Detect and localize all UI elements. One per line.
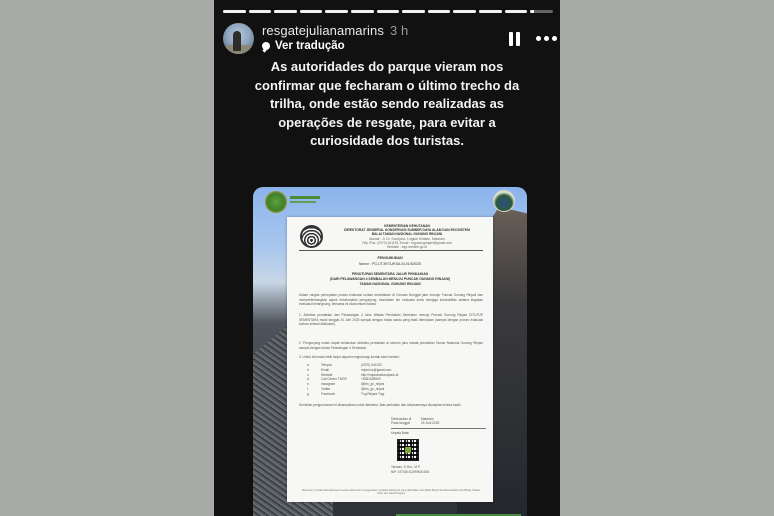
story-progress-segment — [453, 10, 476, 13]
progress-fill — [300, 10, 323, 13]
more-dot-icon — [552, 36, 557, 41]
contact-label: Email — [321, 367, 329, 372]
letterhead-divider — [299, 250, 483, 251]
contact-key: c. — [307, 372, 310, 377]
progress-fill — [274, 10, 297, 13]
contact-key: f. — [307, 386, 309, 391]
progress-fill — [325, 10, 348, 13]
progress-fill — [453, 10, 476, 13]
avatar-person — [233, 31, 241, 51]
story-progress-segment — [249, 10, 272, 13]
announcement-document — [287, 217, 493, 502]
username-label[interactable] — [262, 23, 408, 38]
contact-label: Instagram — [321, 382, 336, 387]
letterhead-line: KEMENTERIAN KEHUTANAN — [384, 224, 430, 228]
post-time: 3 h — [389, 23, 409, 38]
document-subject: TAMAN NASIONAL GUNUNG RINJANI — [359, 282, 421, 286]
signature-divider — [391, 428, 486, 429]
contact-value: @btn_gn_rinjani — [361, 386, 385, 391]
more-options-button[interactable] — [536, 36, 557, 41]
progress-fill — [530, 10, 533, 13]
e-signature-footnote: Dokumen ini telah ditandatangani secara elektronik menggunakan sertifikat elektronik yang diterbitkan oleh Balai Besar Sertifikasi Elektronik (BSrE), Badan Siber dan Sandi Negara — [301, 489, 481, 496]
letterhead-line: DIREKTORAT JENDERAL KONSERVASI SUMBER DAYA ALAM DAN EKOSISTEM — [344, 228, 470, 233]
story-progress-segment — [351, 10, 374, 13]
contact-value: (0370) 641193 — [361, 363, 382, 367]
progress-fill — [351, 10, 374, 13]
contact-list — [307, 363, 477, 397]
signature-block — [391, 417, 486, 474]
contact-value: http://rinjaninationalpark.id — [361, 372, 399, 377]
see-translation-label: Ver tradução — [275, 40, 345, 52]
story-photo — [253, 187, 527, 516]
progress-fill — [428, 10, 451, 13]
contact-label: Facebook — [321, 391, 335, 396]
document-number: Nomor : PG.1/T.39/TU/KSA.04.01/6/2025 — [358, 262, 421, 266]
contact-key: a. — [307, 363, 310, 367]
issued-at-value: Mataram — [421, 417, 434, 421]
document-subject: PENUTUPAN SEMENTARA JALUR PENDAKIAN — [351, 272, 429, 276]
story-progress-segment — [428, 10, 451, 13]
letterhead-line: BALAI TAMAN NASIONAL GUNUNG RINJANI — [371, 232, 443, 237]
document-point: 2. Pengunjung masih dapat melakukan aktivitas pendakian di seluruh jalur wisata pendakian Taman Nasional Gunung Rinjani sampai dengan lokasi Pelawangan 4 Sembalun. — [299, 341, 483, 350]
document-point: 1. Aktivitas pendakian dari Pelawangan 4 Jalur Wisata Pendakian Sembalun menuju Puncak Gunung Rinjani DITUTUP SEMENTARA mulai tanggal 24 Juni 2025 sampai dengan batas waktu yang tidak ditentukan (sampai dengan proses evakuasi korban selesai dilakukan). — [299, 313, 483, 327]
document-point: 3. Untuk informasi lebih lanjut dapat menghubungi kontak kami melalui: — [299, 355, 400, 359]
issued-date-label: Pada tanggal — [391, 421, 410, 426]
story-progress-segment — [223, 10, 246, 13]
contact-row — [307, 392, 477, 397]
story-header — [223, 23, 553, 55]
issued-at-label: Dikeluarkan di — [391, 417, 412, 421]
contact-label: Twitter — [321, 386, 331, 391]
more-dot-icon — [544, 36, 549, 41]
pause-button[interactable] — [509, 32, 520, 46]
signer-nip: NIP. 197300111999031006 — [391, 469, 430, 474]
national-park-logo-icon — [493, 190, 515, 212]
document-letterhead — [327, 224, 487, 249]
signer-name: Yarman, S.Hut., M.P. — [391, 465, 421, 470]
story-progress-segment — [300, 10, 323, 13]
story-progress-segment — [274, 10, 297, 13]
progress-fill — [505, 10, 528, 13]
contact-label: Call Center TNGR — [321, 377, 347, 382]
contact-label: Website — [321, 372, 333, 377]
contact-key: d. — [307, 377, 310, 382]
story-progress-segment — [530, 10, 553, 13]
story-caption: As autoridades do parque vieram nos confirmar que fecharam o último trecho da trilha, onde estão sendo realizadas as operações de resgate, para evitar a curiosidade dos turistas. — [254, 59, 520, 149]
see-translation-button[interactable] — [262, 40, 345, 52]
qr-code-icon — [397, 439, 419, 461]
story-progress-segment — [377, 10, 400, 13]
letterhead-line: Telp./Fax. (0370) 641193, Email : tngunungrinjani@gmail.com — [361, 240, 453, 245]
story-viewer[interactable] — [214, 0, 560, 516]
translate-bubble-icon — [262, 42, 270, 50]
contact-key: e. — [307, 382, 310, 387]
pause-icon-bar-left — [509, 32, 513, 46]
story-progress-segment — [325, 10, 348, 13]
letterhead-line: Alamat : Jl. Dr. Soedjono, Lingkar Selatan, Mataram — [369, 236, 445, 241]
contact-value: Tng Rinjani Tngr — [361, 391, 385, 396]
document-emblem-icon — [300, 225, 323, 248]
contact-label: Telepon — [321, 363, 333, 367]
progress-fill — [377, 10, 400, 13]
issued-date-value: 24 Juni 2025 — [421, 421, 440, 426]
story-progress-bar — [223, 10, 553, 13]
progress-fill — [223, 10, 246, 13]
username[interactable]: resgatejulianamarins — [262, 23, 384, 38]
contact-value: rinjani.cs@gmail.com — [361, 367, 392, 372]
pause-icon-bar-right — [516, 32, 520, 46]
letterhead-line: Website : tngr.menlhk.go.id — [387, 245, 427, 250]
document-title: PENGUMUMAN — [377, 256, 403, 260]
more-dot-icon — [536, 36, 541, 41]
progress-fill — [402, 10, 425, 13]
ministry-logo-subtext — [290, 201, 316, 203]
progress-fill — [249, 10, 272, 13]
contact-value: @btn_gn_rinjani — [361, 382, 385, 387]
ministry-logo-text — [290, 196, 320, 199]
contact-key: b. — [307, 367, 310, 372]
document-closing: Demikian pengumuman ini disampaikan untuk diketahui. Atas perhatian dan kerjasamanya diucapkan terima kasih. — [299, 403, 462, 407]
story-progress-segment — [402, 10, 425, 13]
ministry-logo-icon — [265, 191, 287, 213]
signer-role: Kepala Balai — [391, 430, 409, 435]
contact-key: g. — [307, 391, 310, 396]
avatar[interactable] — [223, 23, 254, 54]
contact-value: +6281528509 — [361, 377, 381, 382]
story-progress-segment — [479, 10, 502, 13]
story-progress-segment — [505, 10, 528, 13]
progress-fill — [479, 10, 502, 13]
document-subject: (DARI PELAWANGAN 4 SEMBALUN MENUJU PUNCAK GUNUNG RINJANI) — [330, 277, 450, 281]
document-intro: Dalam rangka percepatan proses evakuasi korban kecelakaan di Cemara Nunggal jalur menuju Puncak Gunung Rinjani dan mempertimbangkan aspek keselamatan pengunjung, kesehatan tim evakuasi serta menjaga kondusifitas selama kegiatan evakuasi berlangsung, bersama ini diumumkan bahwa: — [299, 293, 483, 307]
